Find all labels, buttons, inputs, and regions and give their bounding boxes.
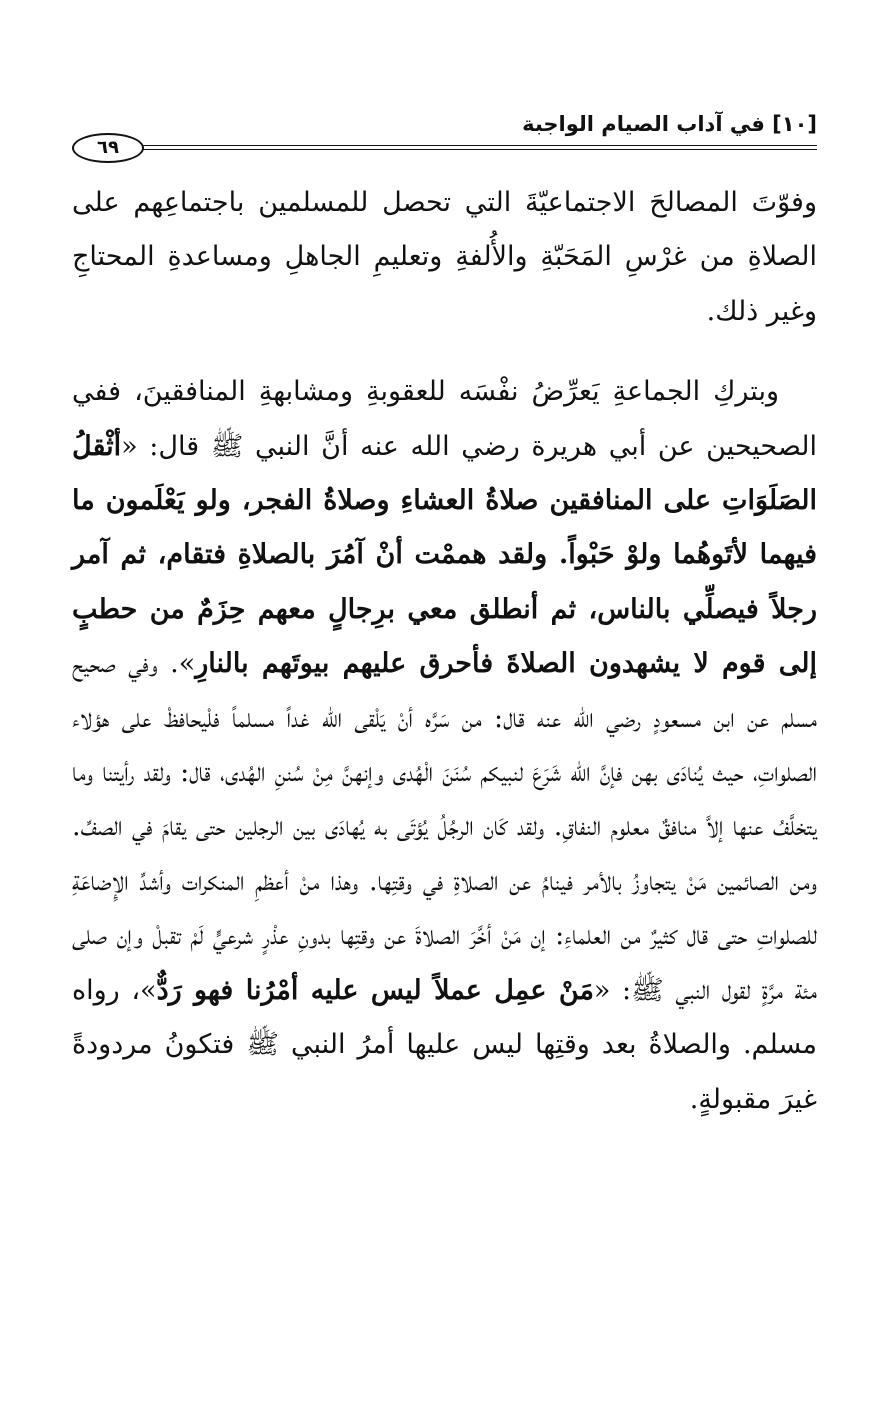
text-segment: ». وفي صحيح مسلم عن ابن مسعودٍ رضي الله عنه قال: من سَرَّه أنْ يَلْقى الله غداً مسلماً فلْيحافظْ على هؤلاء الصلواتِ، حيث يُنادَى بهن فإنَّ الله شَرَعَ لنبيكم سُنَنَ الْهُدى وإنهنَّ مِنْ سُننِ الهُدى، قال: ولقد رأيتنا وما يتخلَّفُ عنها إلاَّ منافقٌ معلوم النفاقِ. ولقد كَان الرجُلُ يُؤتَى به يُهادَى بين الرجلين حتى يقامَ في الصفِّ. ومن الصائمين مَنْ يتجاوزُ بالأمر فينامُ عن الصلاةِ في وقتِها. وهذا منْ أعظمِ المنكرات وأشدِّ الإِضاعَةِ للصلواتِ حتى قال كثيرٌ من العلماءِ: إن مَنْ أخَّرَ الصلاةَ عن وقتِها بدونِ عذْرٍ شرعيٍّ لَمْ تقبلْ وإن صلى مئة مرَّةٍ لقول النبي ﷺ: « bbox=[72, 648, 818, 1006]
running-header bbox=[72, 112, 817, 158]
text-segment: »، رواه مسلم. والصلاةُ بعد وقتِها ليس عليها أمرُ النبي ﷺ فتكونُ مردودةً غيرَ مقبولةٍ. bbox=[72, 974, 817, 1115]
chapter-title: [١٠] في آداب الصيام الواجبة bbox=[522, 112, 817, 136]
hadith-quote: مَنْ عمِل عملاً ليس عليه أمْرُنا فهو رَدٌّ bbox=[156, 974, 594, 1006]
paragraph bbox=[72, 176, 817, 339]
page-number: ٦٩ bbox=[72, 133, 144, 163]
paragraph bbox=[72, 365, 817, 1127]
hadith-quote: أثْقلُ الصَلَوَاتِ على المنافقين صلاةُ العشاءِ وصلاةُ الفجر، ولو يَعْلَمون ما فيهما لأتَوهُما ولوْ حَبْواً. ولقد هممْت أنْ آمُرَ بالصلاةِ فتقام، ثم آمر رجلاً فيصلِّي بالناس، ثم أنطلق معي برِجالٍ معهم حِزَمٌ من حطبٍ إلى قوم لا يشهدون الصلاةَ فأحرق عليهم بيوتَهم بالنارِ bbox=[72, 430, 817, 680]
header-rule bbox=[132, 145, 817, 150]
body-text bbox=[72, 176, 817, 1127]
text-segment: وبتركِ الجماعةِ يَعرِّضُ نفْسَه للعقوبةِ ومشابهةِ المنافقينَ، ففي الصحيحين عن أبي هريرة رضي الله عنه أنَّ النبي ﷺ قال: « bbox=[72, 376, 817, 462]
text-segment: وفوّتَ المصالحَ الاجتماعيّةَ التي تحصل للمسلمين باجتماعِهم على الصلاةِ من غرْسِ المَحَبّةِ والأُلفةِ وتعليمِ الجاهلِ ومساعدةِ المحتاجِ وغير ذلك. bbox=[72, 187, 817, 327]
